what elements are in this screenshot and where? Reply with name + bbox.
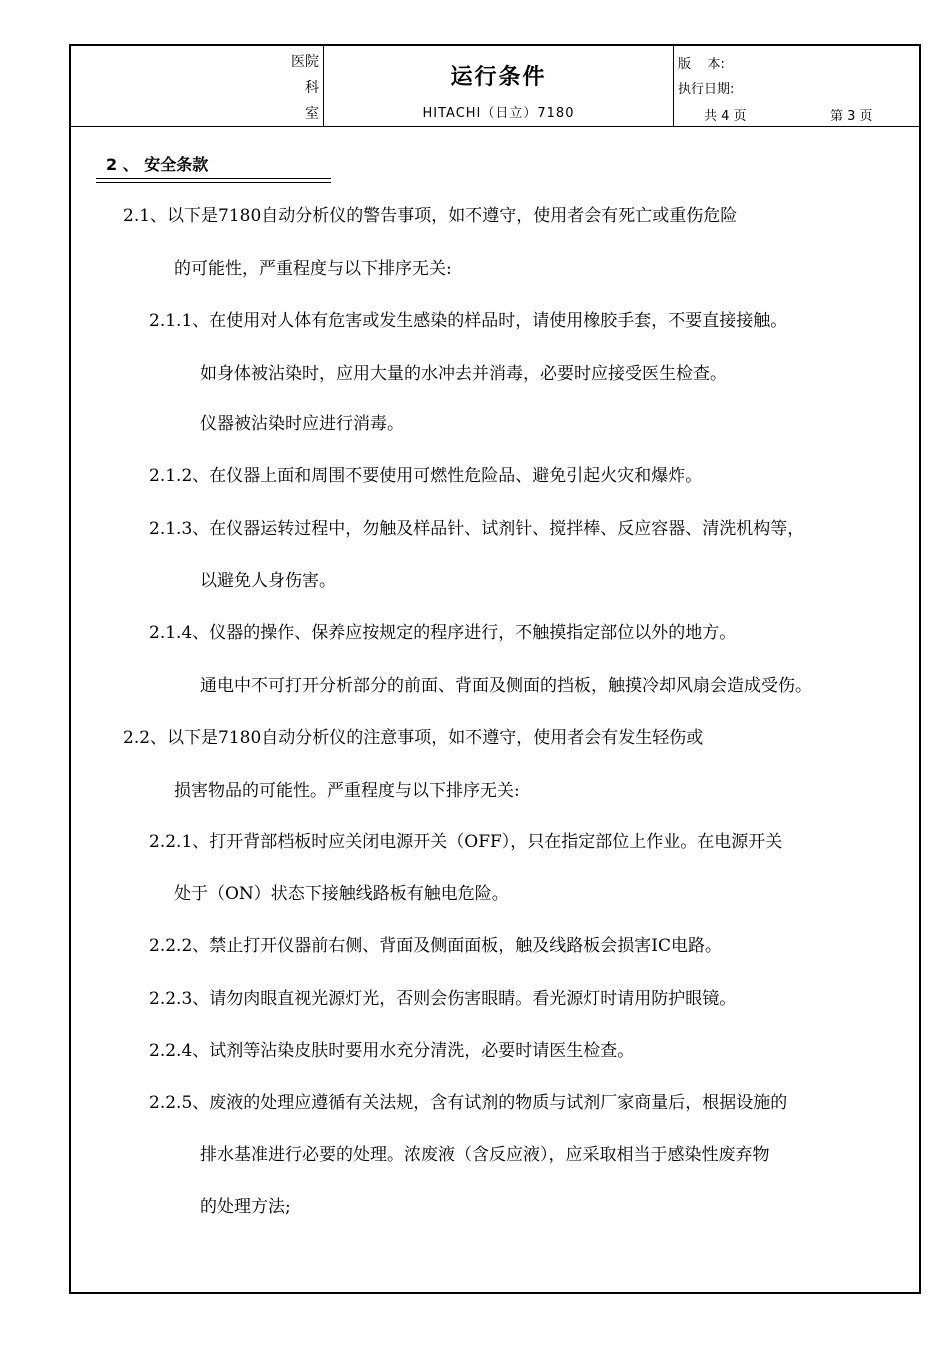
org-department: 科	[305, 80, 319, 96]
organization-cell	[71, 46, 324, 126]
section-heading: 2 、 安全条款	[96, 152, 331, 179]
exec-date-label: 执行日期:	[678, 82, 735, 97]
org-hospital: 医院	[291, 54, 319, 70]
paragraph-2-1-3-cont: 以避免人身伤害。	[200, 571, 336, 591]
paragraph-2-2: 2.2、以下是7180自动分析仪的注意事项，如不遵守，使用者会有发生轻伤或	[123, 728, 704, 748]
version-label: 版 本:	[678, 57, 725, 72]
paragraph-2-2-5-cont2: 的处理方法;	[200, 1197, 291, 1217]
document-title: 运行条件	[450, 65, 547, 90]
document-header	[71, 46, 919, 127]
total-pages: 共 4 页	[704, 109, 747, 124]
paragraph-2-2-cont: 损害物品的可能性。严重程度与以下排序无关:	[174, 781, 520, 801]
paragraph-2-1-1-cont: 如身体被沾染时，应用大量的水冲去并消毒，必要时应接受医生检查。	[200, 364, 727, 384]
paragraph-2-2-1-cont: 处于（ON）状态下接触线路板有触电危险。	[174, 884, 509, 904]
paragraph-2-1-3: 2.1.3、在仪器运转过程中，勿触及样品针、试剂针、搅拌棒、反应容器、清洗机构等，	[149, 519, 805, 539]
paragraph-2-2-5: 2.2.5、废液的处理应遵循有关法规，含有试剂的物质与试剂厂家商量后，根据设施的	[149, 1093, 788, 1113]
paragraph-2-1-2: 2.1.2、在仪器上面和周围不要使用可燃性危险品、避免引起火灾和爆炸。	[149, 466, 703, 486]
paragraph-2-1-cont: 的可能性，严重程度与以下排序无关:	[174, 259, 452, 279]
title-cell	[324, 46, 674, 126]
paragraph-2-1-4: 2.1.4、仪器的操作、保养应按规定的程序进行，不触摸指定部位以外的地方。	[149, 623, 737, 643]
paragraph-2-2-3: 2.2.3、请勿肉眼直视光源灯光，否则会伤害眼睛。看光源灯时请用防护眼镜。	[149, 989, 737, 1009]
paragraph-2-2-2: 2.2.2、禁止打开仪器前右侧、背面及侧面面板，触及线路板会损害IC电路。	[149, 936, 722, 956]
paragraph-2-1: 2.1、以下是7180自动分析仪的警告事项，如不遵守，使用者会有死亡或重伤危险	[123, 206, 738, 226]
page-number: 第 3 页	[830, 109, 873, 124]
paragraph-2-2-5-cont: 排水基准进行必要的处理。浓废液（含反应液），应采取相当于感染性废弃物	[200, 1145, 770, 1165]
paragraph-2-1-4-cont: 通电中不可打开分析部分的前面、背面及侧面的挡板，触摸冷却风扇会造成受伤。	[200, 676, 812, 696]
paragraph-2-1-1: 2.1.1、在使用对人体有危害或发生感染的样品时，请使用橡胶手套，不要直接接触。	[149, 311, 788, 331]
org-room: 室	[305, 106, 319, 122]
document-subtitle: HITACHI（日立）7180	[422, 106, 575, 121]
paragraph-2-2-4: 2.2.4、试剂等沾染皮肤时要用水充分清洗，必要时请医生检查。	[149, 1041, 635, 1061]
meta-cell	[674, 46, 920, 126]
paragraph-2-1-1-cont2: 仪器被沾染时应进行消毒。	[200, 414, 404, 434]
paragraph-2-2-1: 2.2.1、打开背部档板时应关闭电源开关（OFF），只在指定部位上作业。在电源开关	[149, 832, 783, 852]
